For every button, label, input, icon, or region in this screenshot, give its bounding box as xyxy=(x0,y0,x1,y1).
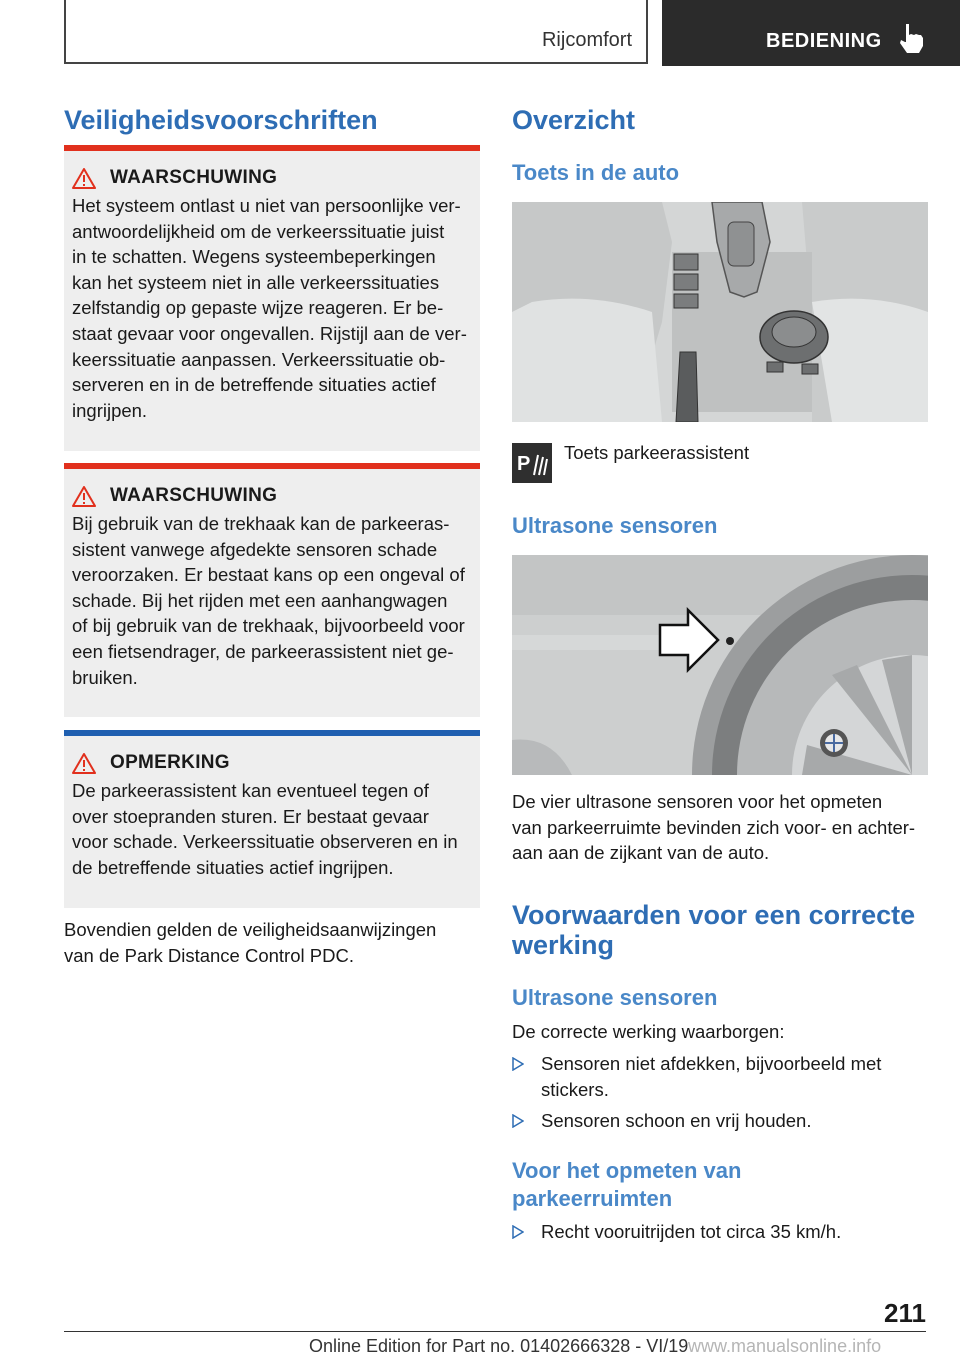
button-caption: Toets parkeerassistent xyxy=(564,442,750,463)
bullet-triangle-icon xyxy=(512,1225,524,1239)
footer-divider xyxy=(64,1331,926,1332)
measuring-subtitle: Voor het opmeten van parkeerruimten xyxy=(512,1158,742,1211)
warning-text: Het systeem ontlast u niet van persoonlijke ver- antwoordelijkheid om de verkeerssituatie juist in te schatten. Wegens systeembeperkingen kan het systeem niet in alle verkeerssituaties zelfstandig op gepaste wijze reageren. Er be- staat gevaar voor ongevallen. Rijstijl aan de ver- keerssituatie aanpassen. Verkeerssituatie ob- serveren en in de betreffende situaties actief ingrijpen. xyxy=(72,195,467,421)
safety-title: Veiligheidsvoorschriften xyxy=(64,105,378,135)
header-section: Rijcomfort xyxy=(541,29,632,51)
note-bar xyxy=(64,730,480,736)
list-item: Recht vooruitrijden tot circa 35 km/h. xyxy=(512,1219,932,1245)
closing-paragraph: Bovendien gelden de veiligheidsaanwijzingen van de Park Distance Control PDC. xyxy=(64,919,437,966)
sensors-subtitle: Ultrasone sensoren xyxy=(512,513,718,538)
watermark: www.manualsonline.info xyxy=(688,1336,882,1356)
warning-box-2 xyxy=(64,463,480,717)
warning-box-1 xyxy=(64,145,480,451)
header-chapter-box xyxy=(662,0,960,66)
warning-title: WAARSCHUWING xyxy=(110,485,278,506)
conditions-subtitle: Ultrasone sensoren xyxy=(512,985,718,1010)
header-chapter: BEDIENING xyxy=(766,30,882,52)
page-number: 211 xyxy=(884,1298,926,1328)
svg-text:P: P xyxy=(517,453,531,475)
list-item: Sensoren niet afdekken, bijvoorbeeld met stickers. xyxy=(512,1051,932,1103)
pointing-hand-icon xyxy=(896,22,926,54)
warning-bar xyxy=(64,463,480,469)
warning-title: WAARSCHUWING xyxy=(110,167,278,188)
warning-triangle-icon xyxy=(72,167,96,189)
note-box xyxy=(64,730,480,908)
bullet-triangle-icon xyxy=(512,1114,524,1128)
edition-footer: Online Edition for Part no. 01402666328 - VI/19 xyxy=(309,1336,689,1356)
button-subtitle: Toets in de auto xyxy=(512,160,680,185)
conditions-title: Voorwaarden voor een correcte werking xyxy=(512,900,916,960)
sensor-description: De vier ultrasone sensoren voor het opmeten van parkeerruimte bevinden zich voor- en achter- aan aan de zijkant van de auto. xyxy=(512,791,916,864)
overview-title: Overzicht xyxy=(512,105,636,135)
conditions-intro: De correcte werking waarborgen: xyxy=(512,1021,785,1042)
sensor-photo xyxy=(512,555,928,775)
warning-text: Bij gebruik van de trekhaak kan de parkeeras- sistent vanwege afgedekte sensoren schade veroorzaken. Er bestaat kans op een ongeval of schade. Bij het rijden met een aanhangwagen of bij gebruik van de trekhaak, bijvoorbeeld voor een fietsendrager, de parkeerassistent niet ge- bruiken. xyxy=(72,513,465,688)
bullet-triangle-icon xyxy=(512,1057,524,1071)
note-text: De parkeerassistent kan eventueel tegen of over stoepranden sturen. Er bestaat gevaar voor schade. Verkeerssituatie observeren en in de betreffende situaties actief ingrijpen. xyxy=(72,780,458,878)
console-photo xyxy=(512,202,928,422)
parking-assistant-button-icon xyxy=(512,443,552,483)
note-triangle-icon xyxy=(72,752,96,774)
header-section-box xyxy=(64,0,648,64)
list-item: Sensoren schoon en vrij houden. xyxy=(512,1108,932,1134)
warning-triangle-icon xyxy=(72,485,96,507)
warning-bar xyxy=(64,145,480,151)
note-title: OPMERKING xyxy=(110,752,230,773)
